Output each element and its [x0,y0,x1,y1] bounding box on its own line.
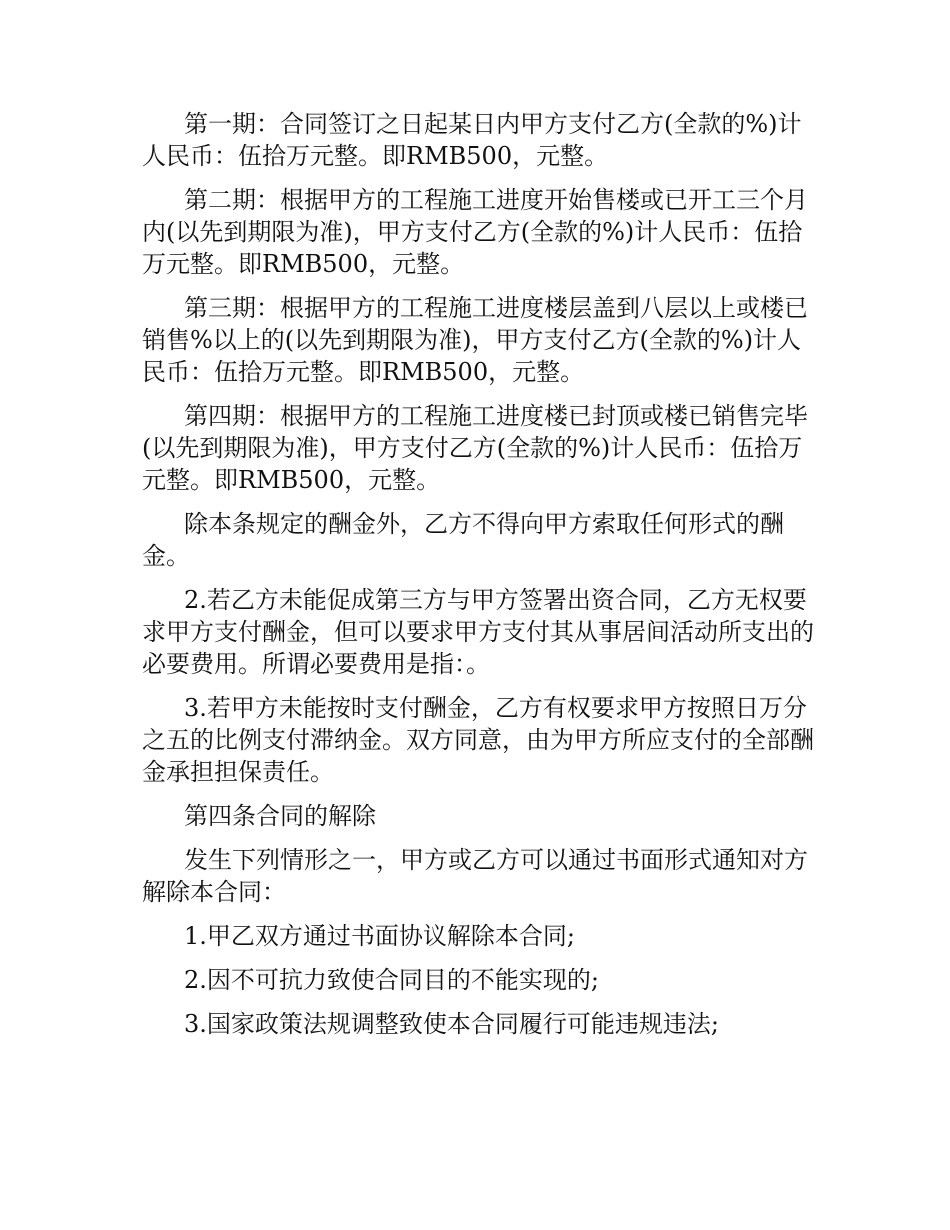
section-heading-termination: 第四条合同的解除 [184,802,376,830]
list-item-termination-2: 2.因不可抗力致使合同目的不能实现的; [184,966,599,994]
paragraph-payment-phase-3: 第三期：根据甲方的工程施工进度楼层盖到八层以上或楼已销售%以上的(以先到期限为准)，甲方支付乙方(全款的%)计人民币：伍拾万元整。即RMB500，元整。 [142,294,808,386]
paragraph-clause-2: 2.若乙方未能促成第三方与甲方签署出资合同，乙方无权要求甲方支付酬金，但可以要求甲方支付其从事居间活动所支出的必要费用。所谓必要费用是指：。 [142,586,814,678]
document-body [142,108,814,1052]
paragraph-payment-phase-4: 第四期：根据甲方的工程施工进度楼已封顶或楼已销售完毕(以先到期限为准)，甲方支付乙方(全款的%)计人民币：伍拾万元整。即RMB500，元整。 [142,402,808,494]
paragraph-payment-phase-2: 第二期：根据甲方的工程施工进度开始售楼或已开工三个月内(以先到期限为准)，甲方支付乙方(全款的%)计人民币：伍拾万元整。即RMB500，元整。 [142,186,808,278]
paragraph-commission-limit: 除本条规定的酬金外，乙方不得向甲方索取任何形式的酬金。 [142,510,784,570]
paragraph-termination-intro: 发生下列情形之一，甲方或乙方可以通过书面形式通知对方解除本合同： [142,846,808,906]
list-item-termination-3: 3.国家政策法规调整致使本合同履行可能违规违法; [184,1010,719,1038]
paragraph-clause-3: 3.若甲方未能按时支付酬金，乙方有权要求甲方按照日万分之五的比例支付滞纳金。双方同意，由为甲方所应支付的全部酬金承担担保责任。 [142,694,814,786]
paragraph-payment-phase-1: 第一期：合同签订之日起某日内甲方支付乙方(全款的%)计人民币：伍拾万元整。即RMB500，元整。 [142,110,802,170]
list-item-termination-1: 1.甲乙双方通过书面协议解除本合同; [184,922,575,950]
